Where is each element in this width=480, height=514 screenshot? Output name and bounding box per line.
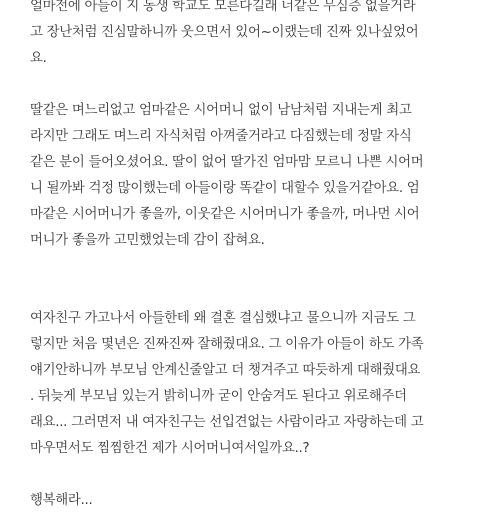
- text-line: . 뒤늦게 부모님 있는거 밝히니까 굳이 안숨겨도 된다고 위로해주더: [30, 389, 407, 404]
- paragraph-spacer: [30, 72, 458, 98]
- text-line: 라지만 그래도 며느리 자식처럼 아껴줄거라고 다짐했는데 정말 자식: [30, 129, 412, 144]
- text-line: 마같은 시어머니가 좋을까, 이웃같은 시어머니가 좋을까, 머나먼 시어: [30, 207, 420, 222]
- paragraph-spacer: [30, 254, 458, 306]
- post-body: [30, 0, 458, 514]
- paragraph-1: [30, 0, 458, 72]
- text-line: 니 될까봐 걱정 많이했는데 아들이랑 똑같이 대할수 있을거같아요. 엄: [30, 181, 420, 196]
- text-line: 고 장난처럼 진심말하니까 웃으면서 있어~이랬는데 진짜 있나싶었어: [30, 25, 419, 40]
- paragraph-4: [30, 488, 458, 514]
- text-line: 딸같은 며느리없고 엄마같은 시어머니 없이 남남처럼 지내는게 최고: [30, 103, 412, 118]
- text-line: 얘기안하니까 부모님 안계신줄알고 더 챙겨주고 따듯하게 대해줬대요: [30, 363, 421, 378]
- paragraph-3: [30, 306, 458, 462]
- paragraph-spacer: [30, 462, 458, 488]
- text-line: 여자친구 가고나서 아들한테 왜 결혼 결심했냐고 물으니까 지금도 그: [30, 311, 416, 326]
- paragraph-2: [30, 98, 458, 254]
- text-line: 같은 분이 들어오셨어요. 딸이 없어 딸가진 엄마맘 모르니 나쁜 시어머: [30, 155, 424, 170]
- text-line: 얼마전에 아들이 지 동생 학교도 모른다길래 너같은 무심증 없을거라: [30, 0, 416, 14]
- text-line: 렇지만 처음 몇년은 진짜진짜 잘해줬대요. 그 이유가 아들이 하도 가족: [30, 337, 424, 352]
- text-line: 머니가 좋을까 고민했었는데 감이 잡혀요.: [30, 233, 265, 248]
- text-line: 행복해라...: [30, 493, 93, 508]
- text-line: 마우면서도 찜찜한건 제가 시어머니여서일까요..?: [30, 441, 310, 456]
- text-line: 래요... 그러면저 내 여자친구는 선입견없는 사람이라고 자랑하는데 고: [30, 415, 424, 430]
- text-line: 요.: [30, 51, 47, 66]
